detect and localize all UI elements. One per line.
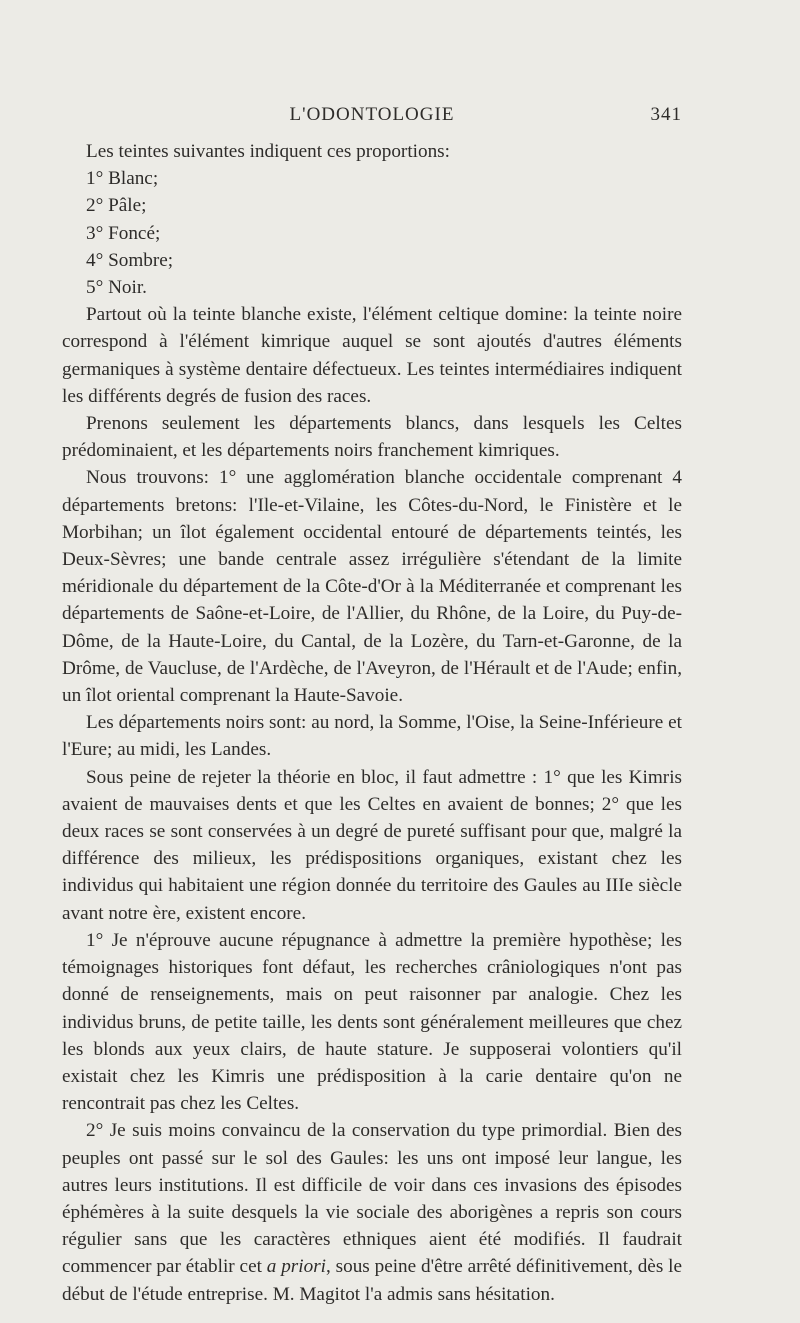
body-text (62, 138, 682, 1308)
intro-paragraph: Les teintes suivantes indiquent ces proportions: (86, 141, 450, 162)
list-item: 1° Blanc; (86, 168, 159, 190)
paragraph-prenons: Prenons seulement les départements blancs, dans lesquels les Celtes prédominaient, et les départements noirs franchement kimriques. (62, 413, 682, 462)
running-head (62, 100, 682, 130)
italic-a-priori: a priori (266, 1256, 326, 1278)
paragraph-departements-noirs: Les départements noirs sont: au nord, la Somme, l'Oise, la Seine-Inférieure et l'Eure; au midi, les Landes. (62, 712, 682, 761)
list-item: 2° Pâle; (86, 195, 147, 217)
list-item: 4° Sombre; (86, 249, 174, 271)
paragraph-text-end: , sous peine d'être arrêté définitivement, dès le début de l'étude entreprise. M. Magitot l'a admis sans hésitation. (62, 1256, 682, 1305)
paragraph-conservation-type (62, 1117, 682, 1307)
page-number: 341 (650, 104, 682, 125)
paragraph-premiere-hypothese: 1° Je n'éprouve aucune répugnance à admettre la première hypothèse; les témoignages historiques font défaut, les recherches crâniologiques n'ont pas donné de renseignements, mais on peut raisonner par analogie. Chez les individus bruns, de petite taille, les dents sont généralement meilleures que chez les blonds aux yeux clairs, de haute stature. Je supposerai volontiers qu'il existait chez les Kimris une prédisposition à la carie dentaire qu'on ne rencontrait pas chez les Celtes. (62, 929, 682, 1115)
paragraph-nous-trouvons: Nous trouvons: 1° une agglomération blanche occidentale comprenant 4 départements bretons: l'Ile-et-Vilaine, les Côtes-du-Nord, le Finistère et le Morbihan; un îlot également occidental entouré de départements teintés, les Deux-Sèvres; une bande centrale assez irrégulière s'étendant de la limite méridionale du département de la Côte-d'Or à la Méditerranée et comprenant les départements de Saône-et-Loire, de l'Allier, du Rhône, de la Loire, du Puy-de-Dôme, de la Haute-Loire, du Cantal, de la Lozère, du Tarn-et-Garonne, de la Drôme, de Vaucluse, de l'Ardèche, de l'Aveyron, de l'Hérault et de l'Aude; enfin, un îlot oriental comprenant la Haute-Savoie. (62, 467, 682, 707)
list-item: 5° Noir. (86, 277, 147, 299)
paragraph-text-start: 2° Je suis moins convaincu de la conservation du type primordial. Bien des peuples ont passé sur le sol des Gaules: les uns ont imposé leur langue, les autres leurs institutions. Il est difficile de voir dans ces invasions des épisodes éphémères à la suite desquels la vie sociale des aborigènes a repris son cours régulier sans que les caractères ethniques aient été modifiés. Il faudrait commencer par établir cet (62, 1120, 682, 1278)
paragraph-sous-peine: Sous peine de rejeter la théorie en bloc, il faut admettre : 1° que les Kimris avaient de mauvaises dents et que les Celtes en avaient de bonnes; 2° que les deux races se sont conservées à un degré de pureté suffisant pour que, malgré la différence des milieux, les prédispositions organiques, existant chez les individus qui habitaient une région donnée du territoire des Gaules au IIIe siècle avant notre ère, existent encore. (62, 766, 682, 924)
list-item: 3° Foncé; (86, 222, 161, 244)
paragraph-partout: Partout où la teinte blanche existe, l'élément celtique domine: la teinte noire correspond à l'élément kimrique auquel se sont ajoutés d'autres éléments germaniques à système dentaire défectueux. Les teintes intermédiaires indiquent les différents degrés de fusion des races. (62, 304, 682, 407)
running-title: L'ODONTOLOGIE (289, 104, 455, 125)
